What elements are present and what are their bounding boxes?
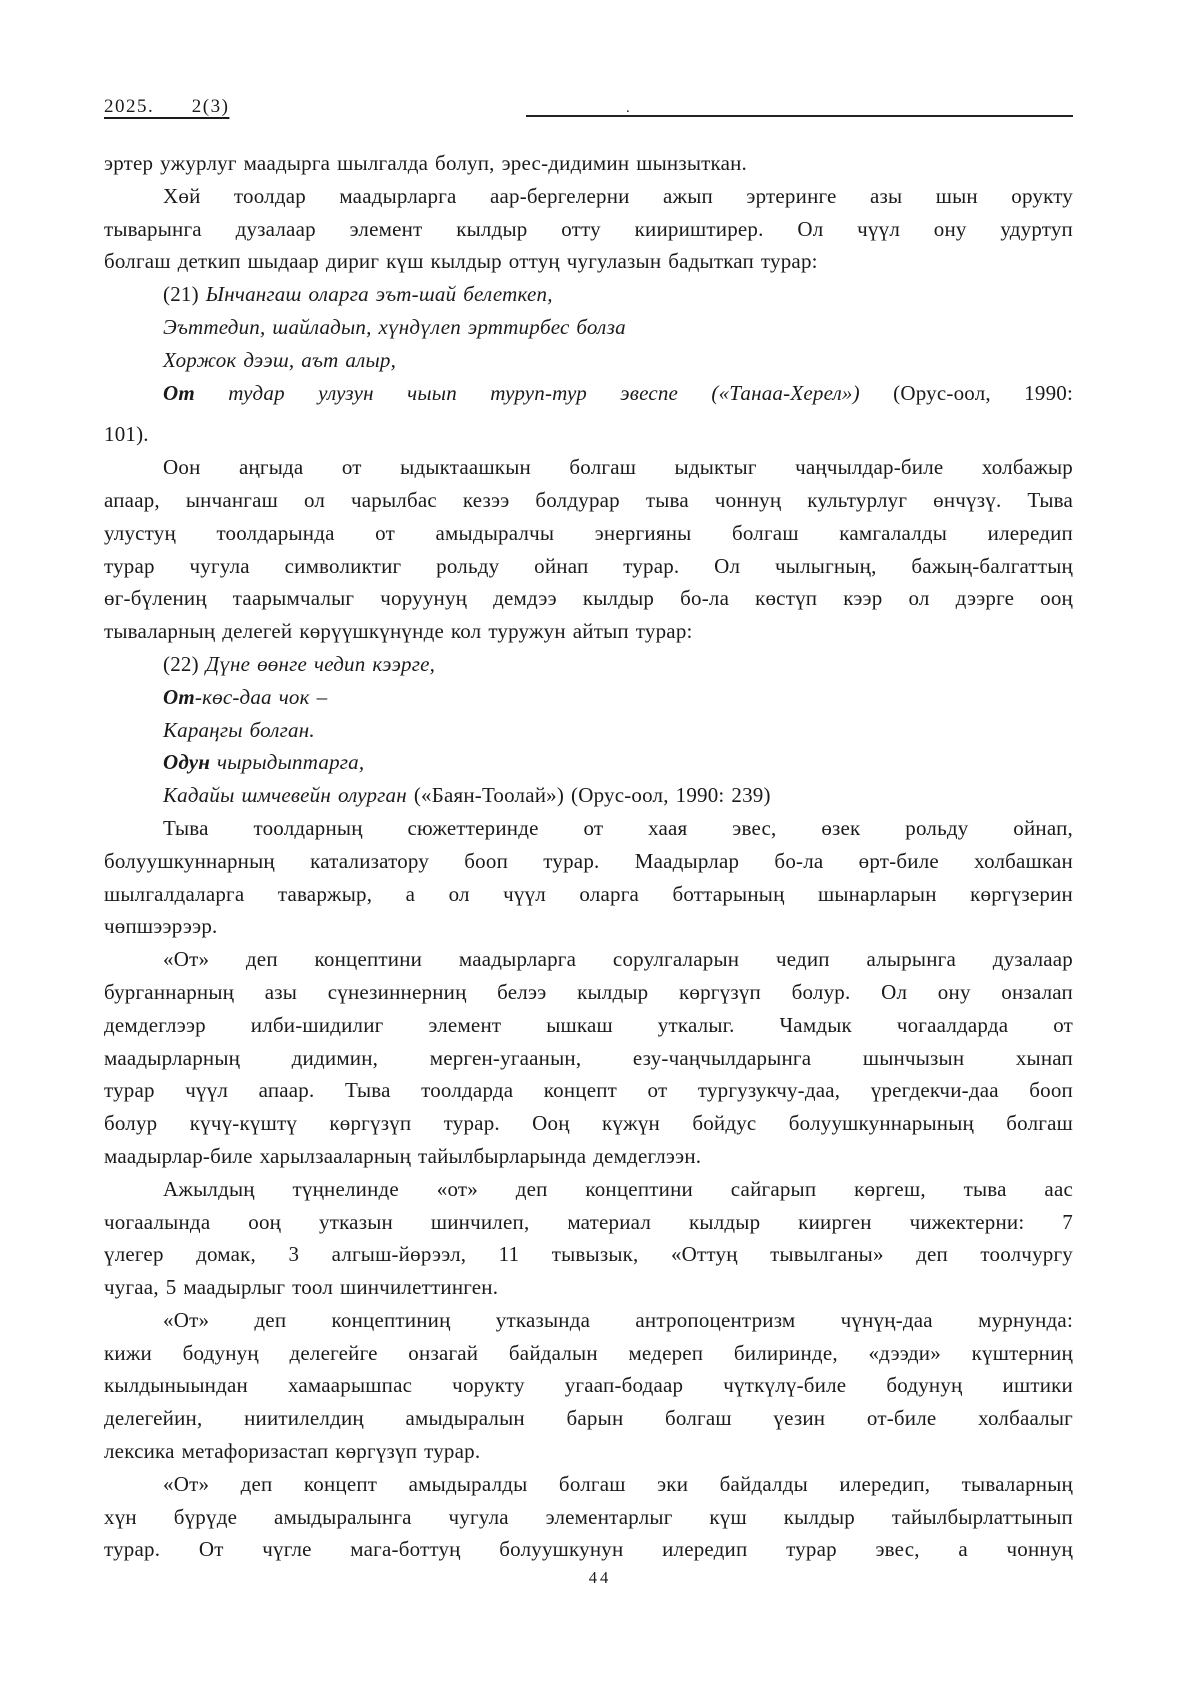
text-segment: Эъттедип, шайладып, хүндүлеп эрттирбес болза: [163, 314, 626, 339]
text-segment: лексика метафоризастап көргүзүп турар.: [104, 1439, 481, 1464]
text-segment: Дүне өөнге чедип кээрге,: [205, 651, 436, 676]
text-segment: хүн бүрүде амыдыралынга чугула элементарлыг күш кылдыр тайылбырлаттынып: [104, 1504, 1073, 1529]
text-segment: эртер ужурлуг маадырга шылгалда болуп, эрес-дидимин шынзыткан.: [104, 151, 748, 175]
text-line: [104, 245, 1073, 278]
text-line: [104, 550, 1073, 583]
text-line: [104, 1468, 1073, 1501]
text-segment: чугаа, 5 маадырлыг тоол шинчилеттинген.: [104, 1275, 499, 1300]
text-segment: чырыдыптарга,: [210, 750, 365, 775]
text-segment: улустуң тоолдарында от амыдыралчы энергияны болгаш камгалалды илередип: [104, 520, 1073, 545]
text-line: [104, 147, 1073, 180]
verse-line: [104, 681, 1073, 714]
journal-issue-label: 2025. 2(3): [104, 96, 230, 117]
verse-line: [104, 746, 1073, 779]
verse-line: [104, 278, 1073, 311]
body-text: [104, 147, 1073, 1566]
text-segment: чөпшээрээр.: [104, 914, 218, 939]
verse-line: [104, 377, 1073, 410]
text-line: [104, 812, 1073, 845]
text-line: [104, 1435, 1073, 1468]
verse-line: [104, 714, 1073, 747]
page-number: 44: [588, 1568, 612, 1587]
text-segment: (21): [163, 282, 206, 307]
text-segment: 101).: [104, 422, 149, 447]
text-line: [104, 615, 1073, 648]
text-segment: турар чүүл апаар. Тыва тоолдарда концепт от тургузукчу-даа, үрегдекчи-даа бооп: [104, 1078, 1073, 1103]
text-segment: тудар улузун чыып туруп-тур эвеспе («Танаа-Херел»): [194, 380, 894, 405]
text-line: [104, 1304, 1073, 1337]
text-segment: Хөй тоолдар маадырларга аар-бергелерни ажып эртеринге азы шын орукту: [163, 183, 1073, 208]
text-segment: Хоржок дээш, аът алыр,: [163, 347, 397, 372]
text-line: [104, 451, 1073, 484]
text-line: [104, 1074, 1073, 1107]
text-segment: бурганнарның азы сүнезиннерниң белээ кылдыр көргүзүп болур. Ол ону онзалап: [104, 979, 1073, 1004]
text-line: [104, 1337, 1073, 1370]
text-segment: Ажылдың түңнелинде «от» деп концептини сайгарып көргеш, тыва аас: [163, 1176, 1073, 1201]
text-segment: тываларның делегей көрүүшкүнүнде кол туружун айтып турар:: [104, 619, 693, 644]
text-segment: өг-бүлениң таарымчалыг чоруунуң демдээ кылдыр бо-ла көстүп кээр ол дээрге ооң: [104, 586, 1073, 611]
text-line: [104, 1402, 1073, 1435]
text-segment: (Орус-оол, 1990:: [893, 380, 1073, 405]
text-line: [104, 213, 1073, 246]
text-segment: чогаалында ооң утказын шинчилеп, материал кылдыр киирген чижектерни: 7: [104, 1209, 1073, 1234]
text-line: [104, 1009, 1073, 1042]
text-line: [104, 1369, 1073, 1402]
text-segment: От: [163, 684, 195, 709]
text-line: [104, 1238, 1073, 1271]
verse-line: [104, 311, 1073, 344]
text-segment: Ынчангаш оларга эът-шай белеткеп,: [205, 282, 553, 307]
text-line: [104, 910, 1073, 943]
text-line: [104, 582, 1073, 615]
text-line: [104, 1206, 1073, 1239]
text-segment: «От» деп концептиниң утказында антропоцентризм чүнүң-даа мурнунда:: [163, 1307, 1073, 1332]
header-rule-dot: .: [626, 100, 630, 116]
text-line: [104, 1533, 1073, 1566]
text-segment: «От» деп концепт амыдыралды болгаш эки байдалды илередип, тываларның: [163, 1471, 1073, 1496]
text-line: [104, 180, 1073, 213]
verse-line: [104, 648, 1073, 681]
text-segment: -көс-даа чок –: [194, 684, 328, 709]
text-segment: Тыва тоолдарның сюжеттеринде от хаая эвес, өзек рольду ойнап,: [163, 815, 1073, 840]
text-segment: болгаш деткип шыдаар дириг күш кылдыр оттуң чугулазын бадыткап турар:: [104, 249, 818, 274]
text-line: [104, 878, 1073, 911]
text-line: [104, 1173, 1073, 1206]
text-segment: (22): [163, 651, 206, 676]
text-segment: («Баян-Тоолай») (Орус-оол, 1990: 239): [413, 783, 771, 808]
text-line: [104, 1271, 1073, 1304]
text-segment: турар чугула символиктиг рольду ойнап турар. Ол чылыгның, бажың-балгаттың: [104, 553, 1073, 578]
text-line: [104, 976, 1073, 1009]
text-segment: делегейин, ниитилелдиң амыдыралын барын болгаш үезин от-биле холбаалыг: [104, 1406, 1073, 1431]
text-segment: «От» деп концептини маадырларга сорулгаларын чедип алырынга дузалаар: [163, 947, 1073, 972]
header-rule: [526, 95, 1073, 117]
text-line: [104, 1042, 1073, 1075]
verse-line: [104, 779, 1073, 812]
page-header: [104, 92, 1073, 118]
text-segment: үлегер домак, 3 алгыш-йөрээл, 11 тывызык, «Оттуң тывылганы» деп тоолчургу: [104, 1242, 1073, 1267]
text-line: [104, 1107, 1073, 1140]
text-segment: апаар, ынчангаш ол чарылбас кезээ болдурар тыва чоннуң культурлуг өнчүзү. Тыва: [104, 487, 1073, 512]
text-segment: турар. От чүгле мага-боттуң болуушкунун илередип турар эвес, а чоннуң: [104, 1537, 1073, 1562]
text-segment: болур күчү-күштү көргүзүп турар. Ооң күжүн бойдус болуушкуннарының болгаш: [104, 1111, 1073, 1136]
text-segment: болуушкуннарның катализатору бооп турар. Маадырлар бо-ла өрт-биле холбашкан: [104, 848, 1073, 873]
verse-line: [104, 344, 1073, 377]
text-segment: Караңгы болган.: [163, 717, 315, 742]
text-line: [104, 484, 1073, 517]
text-line: [104, 517, 1073, 550]
text-line: [104, 1501, 1073, 1534]
text-segment: демдеглээр илби-шидилиг элемент ышкаш уткалыг. Чамдык чогаалдарда от: [104, 1012, 1073, 1037]
text-line: [104, 1140, 1073, 1173]
text-segment: тыварынга дузалаар элемент кылдыр отту киириштирер. Ол чүүл ону удуртуп: [104, 216, 1073, 241]
text-segment: Оон аңгыда от ыдыктаашкын болгаш ыдыктыг чаңчылдар-биле холбажыр: [163, 455, 1073, 480]
text-segment: Одун: [163, 750, 211, 775]
text-line: [104, 845, 1073, 878]
text-segment: Кадайы шмчевейн олурган: [163, 783, 414, 808]
text-segment: От: [163, 380, 195, 405]
text-segment: кылдыныындан хамаарышпас чорукту угаап-бодаар чүткүлү-биле бодунуң иштики: [104, 1373, 1073, 1398]
text-line: [104, 418, 1073, 451]
text-segment: шылгалдаларга таваржыр, а ол чүүл оларга боттарының шынарларын көргүзерин: [104, 881, 1073, 906]
text-segment: кижи бодунуң делегейге онзагай байдалын медереп билиринде, «дээди» күштерниң: [104, 1340, 1073, 1365]
text-segment: маадырларның дидимин, мерген-угаанын, езу-чаңчылдарынга шынчызын хынап: [104, 1045, 1073, 1070]
text-segment: маадырлар-биле харылзааларның тайылбырларында демдеглээн.: [104, 1143, 702, 1168]
text-line: [104, 943, 1073, 976]
